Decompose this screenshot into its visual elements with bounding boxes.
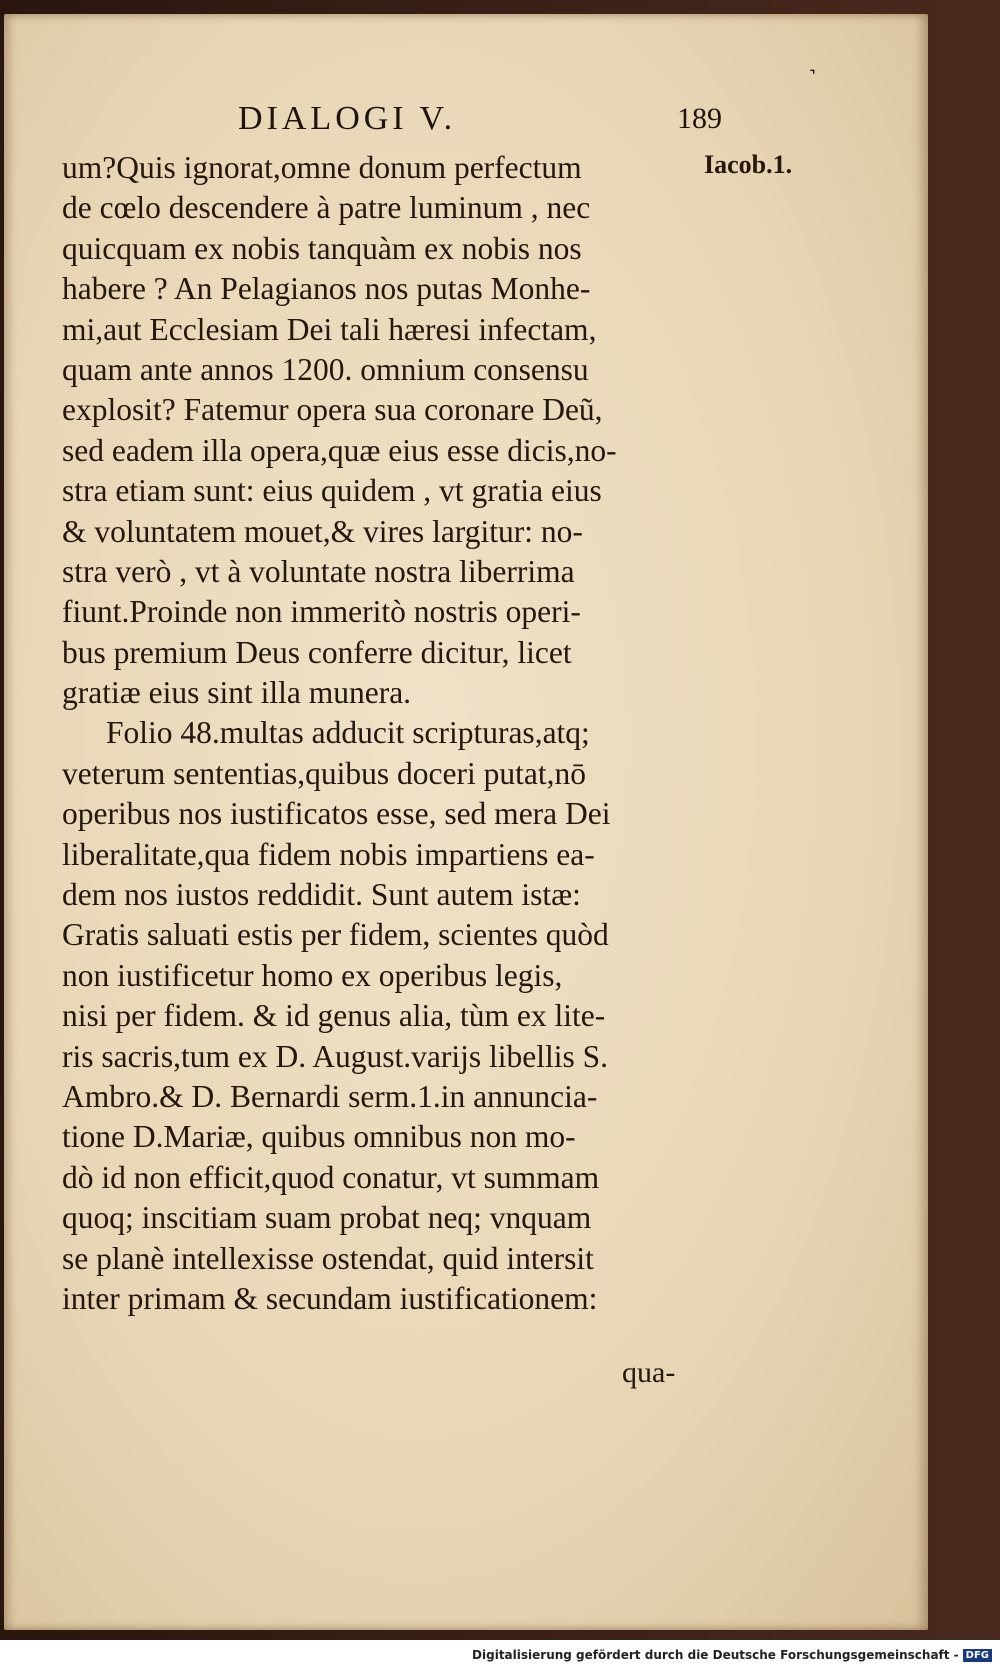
text-line: mi,aut Ecclesiam Dei tali hæresi infectam, (62, 311, 597, 347)
text-line: nisi per fidem. & id genus alia, tùm ex lite- (62, 998, 606, 1034)
text-line: non iustificetur homo ex operibus legis, (62, 957, 563, 993)
page-header (60, 100, 722, 150)
page-number: 189 (677, 102, 722, 135)
text-line: Gratis saluati estis per fidem, scientes quòd (62, 917, 609, 953)
text-line: de cœlo descendere à patre luminum , nec (62, 190, 591, 226)
text-line: ris sacris,tum ex D. August.varijs libellis S. (62, 1038, 608, 1074)
text-line: dem nos iustos reddidit. Sunt autem istæ: (62, 877, 581, 913)
text-line: sed eadem illa opera,quæ eius esse dicis,no- (62, 432, 617, 468)
text-line: um?Quis ignorat,omne donum perfectum (62, 150, 582, 185)
text-line: explosit? Fatemur opera sua coronare Deũ, (62, 392, 603, 428)
running-title: DIALOGI V. (238, 100, 457, 137)
text-line: habere ? An Pelagianos nos putas Monhe- (62, 271, 591, 307)
text-line: bus premium Deus conferre dicitur, licet (62, 634, 572, 670)
text-line: quam ante annos 1200. omnium consensu (62, 351, 589, 387)
catchword: qua- (622, 1356, 676, 1389)
corner-mark: ˺ (808, 64, 817, 94)
text-line: se planè intellexisse ostendat, quid intersit (62, 1240, 594, 1276)
text-line: gratiæ eius sint illa munera. (62, 675, 412, 711)
text-line: stra verò , vt à voluntate nostra liberrima (62, 553, 575, 589)
text-line: liberalitate,qua fidem nobis impartiens ea- (62, 836, 595, 872)
text-line: quicquam ex nobis tanquàm ex nobis nos (62, 230, 582, 266)
text-line: tione D.Mariæ, quibus omnibus non mo- (62, 1119, 576, 1155)
dfg-logo: DFG (963, 1649, 992, 1662)
margin-note: Iacob.1. (704, 150, 793, 179)
attribution-text: Digitalisierung gefördert durch die Deutsche Forschungsgemeinschaft - (472, 1648, 959, 1662)
text-line: & voluntatem mouet,& vires largitur: no- (62, 513, 583, 549)
body-text (62, 148, 702, 1319)
text-line: inter primam & secundam iustificationem: (62, 1280, 598, 1316)
attribution (472, 1648, 992, 1662)
text-line: stra etiam sunt: eius quidem , vt gratia eius (62, 473, 602, 509)
text-line: Ambro.& D. Bernardi serm.1.in annuncia- (62, 1078, 598, 1114)
text-line: operibus nos iustificatos esse, sed mera Dei (62, 796, 611, 832)
text-line: quoq; inscitiam suam probat neq; vnquam (62, 1200, 592, 1236)
paragraph-start-line: Folio 48.multas adducit scripturas,atq; (106, 715, 590, 751)
text-line: fiunt.Proinde non immeritò nostris operi- (62, 594, 581, 630)
text-line: dò id non efficit,quod conatur, vt summam (62, 1159, 600, 1195)
text-line: veterum sententias,quibus doceri putat,nō (62, 755, 586, 791)
